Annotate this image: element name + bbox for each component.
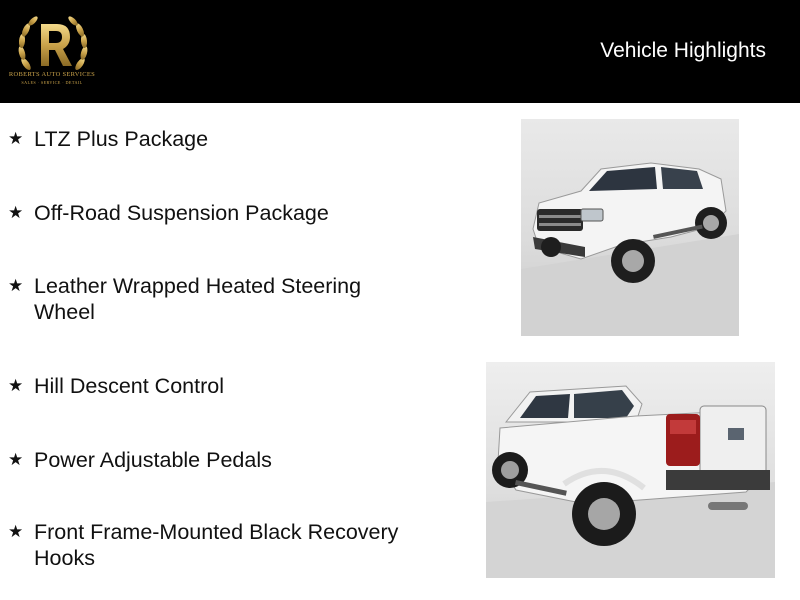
- feature-label: LTZ Plus Package: [34, 127, 209, 151]
- feature-item: [8, 200, 458, 226]
- logo-wordmark: ROBERTS AUTO SERVICES: [8, 71, 96, 78]
- star-icon: ★: [8, 276, 24, 295]
- star-icon: ★: [8, 450, 24, 469]
- page-title: Vehicle Highlights: [600, 39, 766, 62]
- star-icon: ★: [8, 376, 24, 395]
- feature-label: Off-Road Suspension Package: [34, 201, 329, 225]
- star-icon: ★: [8, 522, 24, 541]
- star-icon: ★: [8, 129, 24, 148]
- logo-tagline: SALES · SERVICE · DETAIL: [21, 80, 83, 85]
- feature-label: Power Adjustable Pedals: [34, 448, 272, 472]
- feature-label: Front Frame-Mounted Black Recovery Hooks: [34, 520, 399, 570]
- feature-item: [8, 519, 458, 571]
- feature-item: [8, 126, 458, 152]
- feature-label: Hill Descent Control: [34, 374, 224, 398]
- feature-item: [8, 373, 458, 399]
- star-icon: ★: [8, 203, 24, 222]
- feature-item: [8, 273, 458, 325]
- feature-label: Leather Wrapped Heated Steering Wheel: [34, 274, 362, 324]
- truck-rear-photo: [486, 362, 775, 578]
- truck-front-photo: [521, 119, 739, 336]
- feature-item: [8, 447, 458, 473]
